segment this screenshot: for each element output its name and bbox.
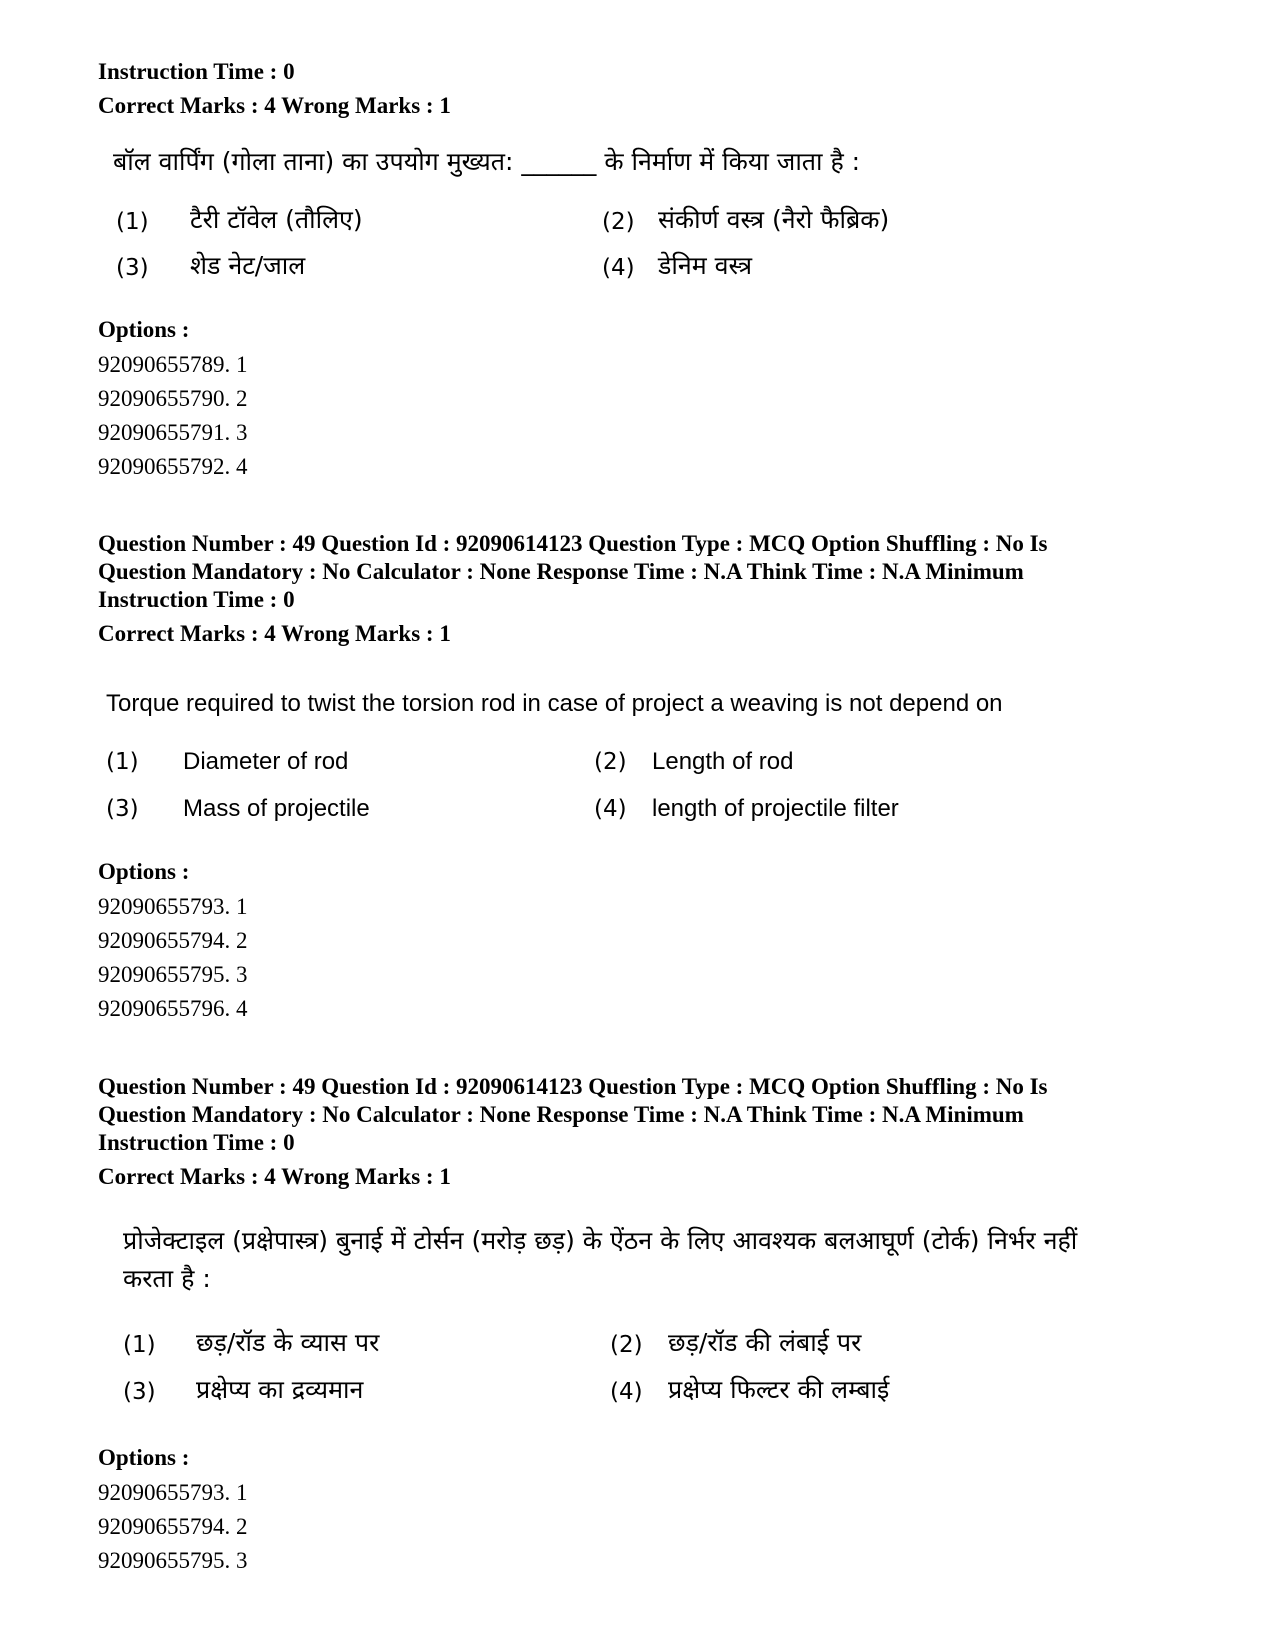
choice-number: (2) xyxy=(594,749,627,775)
question-text: करता है : xyxy=(123,1264,211,1293)
choice-text: Length of rod xyxy=(652,748,794,775)
choice-text: डेनिम वस्त्र xyxy=(658,251,753,280)
option-item: 92090655796. 4 xyxy=(98,996,248,1021)
choice-text: प्रक्षेप्य फिल्टर की लम्बाई xyxy=(668,1375,890,1404)
instruction-time: Instruction Time : 0 xyxy=(98,587,295,612)
option-item: 92090655793. 1 xyxy=(98,1480,248,1505)
question-meta-line: Question Mandatory : No Calculator : None Response Time : N.A Think Time : N.A Minimum xyxy=(98,1102,1024,1127)
choice-text: Diameter of rod xyxy=(183,748,349,775)
choice-text: छड़/रॉड के व्यास पर xyxy=(196,1328,380,1357)
question-meta-line: Question Mandatory : No Calculator : None Response Time : N.A Think Time : N.A Minimum xyxy=(98,559,1024,584)
choice-number: (4) xyxy=(610,1379,643,1405)
choice-number: (2) xyxy=(602,209,635,235)
choice-text: शेड नेट/जाल xyxy=(190,251,306,280)
marks-line: Correct Marks : 4 Wrong Marks : 1 xyxy=(98,93,451,118)
choice-number: (3) xyxy=(116,255,149,281)
option-item: 92090655795. 3 xyxy=(98,962,248,987)
instruction-time: Instruction Time : 0 xyxy=(98,1130,295,1155)
option-item: 92090655790. 2 xyxy=(98,386,248,411)
choice-number: (1) xyxy=(123,1332,156,1358)
option-item: 92090655793. 1 xyxy=(98,894,248,919)
choice-number: (3) xyxy=(106,796,139,822)
option-item: 92090655794. 2 xyxy=(98,1514,248,1539)
option-item: 92090655794. 2 xyxy=(98,928,248,953)
question-text: Torque required to twist the torsion rod in case of project a weaving is not depend on xyxy=(106,690,1003,717)
choice-number: (3) xyxy=(123,1379,156,1405)
choice-text: प्रक्षेप्य का द्रव्यमान xyxy=(196,1375,364,1404)
question-text: बॉल वार्पिंग (गोला ताना) का उपयोग मुख्यत: ______ के निर्माण में किया जाता है : xyxy=(113,147,861,176)
instruction-time: Instruction Time : 0 xyxy=(98,59,295,84)
choice-number: (1) xyxy=(116,209,149,235)
option-item: 92090655795. 3 xyxy=(98,1548,248,1573)
option-item: 92090655789. 1 xyxy=(98,352,248,377)
question-meta-line: Question Number : 49 Question Id : 92090614123 Question Type : MCQ Option Shuffling : No Is xyxy=(98,531,1048,556)
choice-text: छड़/रॉड की लंबाई पर xyxy=(668,1328,862,1357)
option-item: 92090655791. 3 xyxy=(98,420,248,445)
question-meta-line: Question Number : 49 Question Id : 92090614123 Question Type : MCQ Option Shuffling : No Is xyxy=(98,1074,1048,1099)
choice-text: length of projectile filter xyxy=(652,795,899,822)
choice-text: संकीर्ण वस्त्र (नैरो फैब्रिक) xyxy=(658,205,890,234)
choice-number: (2) xyxy=(610,1332,643,1358)
choice-number: (4) xyxy=(602,255,635,281)
options-label: Options : xyxy=(98,1445,190,1470)
choice-number: (1) xyxy=(106,749,139,775)
options-label: Options : xyxy=(98,859,190,884)
marks-line: Correct Marks : 4 Wrong Marks : 1 xyxy=(98,1164,451,1189)
choice-number: (4) xyxy=(594,796,627,822)
marks-line: Correct Marks : 4 Wrong Marks : 1 xyxy=(98,621,451,646)
choice-text: टैरी टॉवेल (तौलिए) xyxy=(190,205,363,234)
option-item: 92090655792. 4 xyxy=(98,454,248,479)
question-text: प्रोजेक्टाइल (प्रक्षेपास्त्र) बुनाई में टोर्सन (मरोड़ छड़) के ऐंठन के लिए आवश्यक बलआघूर्ण (टोर्क) निर्भर नहीं xyxy=(123,1226,1078,1255)
options-label: Options : xyxy=(98,317,190,342)
choice-text: Mass of projectile xyxy=(183,795,370,822)
